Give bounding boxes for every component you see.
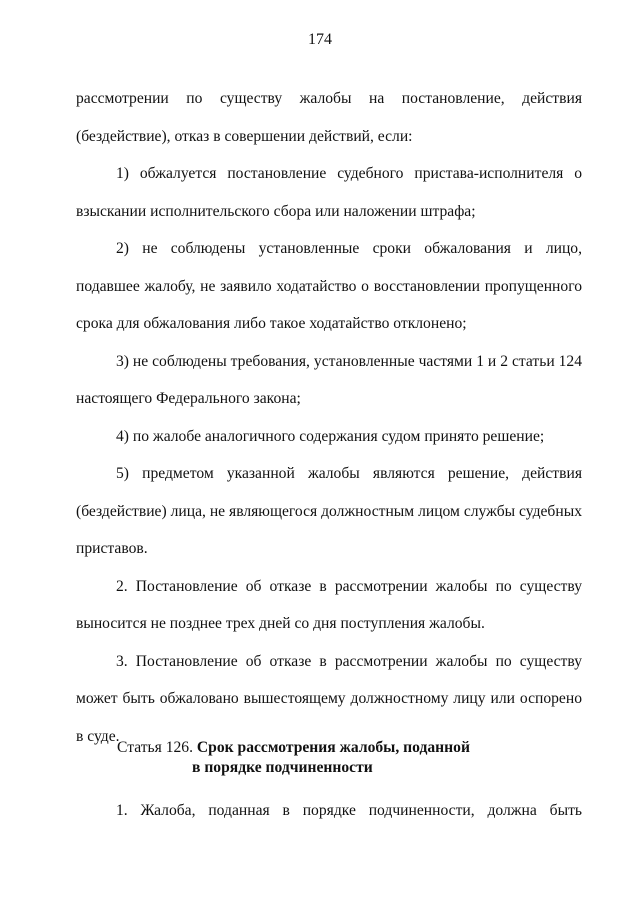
article-label: Статья 126. <box>117 739 194 756</box>
article-126-body <box>76 792 582 830</box>
page-number: 174 <box>308 31 332 48</box>
article-title-line-2: в порядке подчиненности <box>192 759 373 776</box>
paragraph-item-2: 2) не соблюдены установленные сроки обжалования и лицо, подавшее жалобу, не заявило ходатайство о восстановлении пропущенного срока для обжалования либо такое ходатайство отклонено; <box>76 240 582 332</box>
paragraph-part-3: 3. Постановление об отказе в рассмотрении жалобы по существу может быть обжаловано вышестоящему должностному лицу или оспорено в суде. <box>76 652 582 745</box>
paragraph-article-126-part-1: 1. Жалоба, поданная в порядке подчиненности, должна быть <box>116 802 582 819</box>
paragraph-continuation: рассмотрении по существу жалобы на постановление, действия (бездействие), отказ в совершении действий, если: <box>76 90 582 145</box>
article-title-line-1: Срок рассмотрения жалобы, поданной <box>196 739 470 756</box>
article-heading <box>117 738 587 778</box>
paragraph-item-1: 1) обжалуется постановление судебного пристава-исполнителя о взыскании исполнительского сбора или наложении штрафа; <box>76 165 582 220</box>
paragraph-item-5: 5) предметом указанной жалобы являются решение, действия (бездействие) лица, не являющегося должностным лицом службы судебных приставов. <box>76 465 582 557</box>
document-body <box>76 80 582 755</box>
paragraph-part-2: 2. Постановление об отказе в рассмотрении жалобы по существу выносится не позднее трех дней со дня поступления жалобы. <box>76 577 582 632</box>
paragraph-item-3: 3) не соблюдены требования, установленные частями 1 и 2 статьи 124 настоящего Федерального закона; <box>76 352 582 407</box>
paragraph-item-4: 4) по жалобе аналогичного содержания судом принято решение; <box>116 427 545 445</box>
